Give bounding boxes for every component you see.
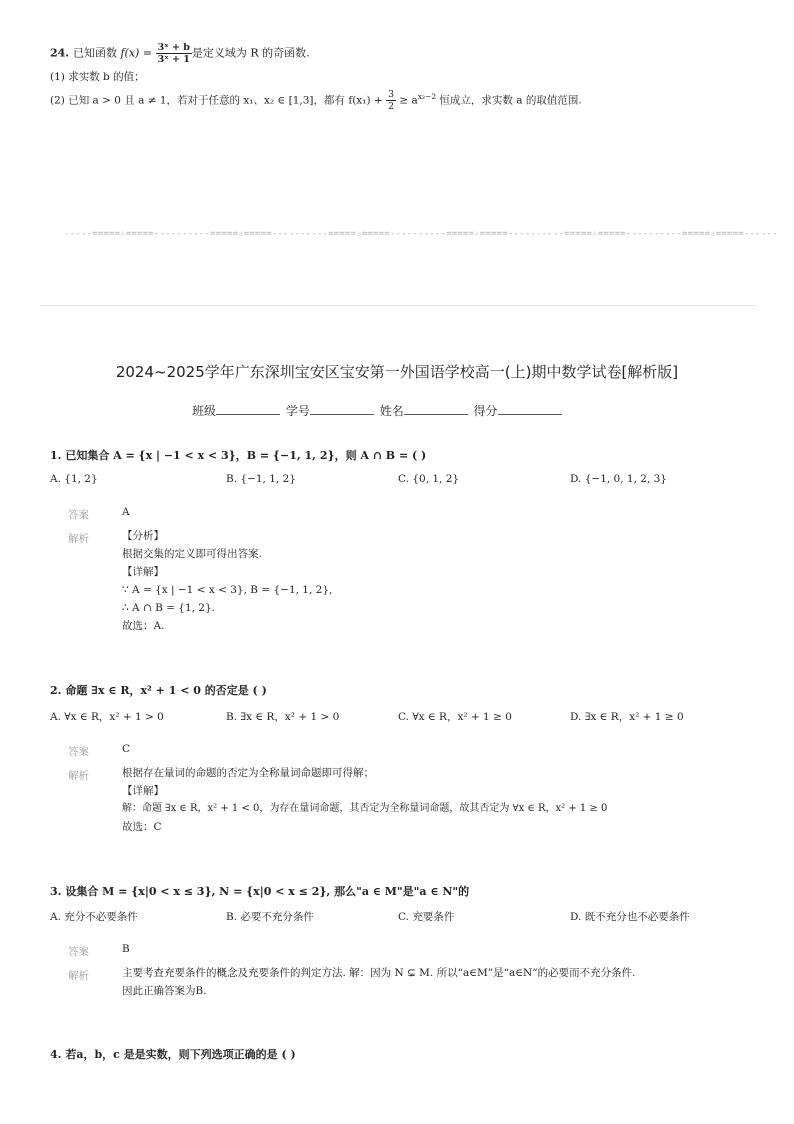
- q2-answer-label: 答案: [68, 746, 89, 758]
- separator: -----=====☆=====----------=====☆=====----------=====☆=====----------=====☆=====----------=====☆=====----------=====☆=====------: [64, 229, 778, 239]
- q2-option-d[interactable]: D. ∃x ∈ R，x² + 1 ≥ 0: [570, 711, 684, 723]
- field-score: 得分: [473, 404, 498, 418]
- q2-option-a[interactable]: A. ∀x ∈ R，x² + 1 > 0: [50, 711, 164, 723]
- field-name: 姓名: [379, 404, 404, 418]
- q1-option-d[interactable]: D. {−1, 0, 1, 2, 3}: [570, 473, 667, 485]
- q2-stem: 2. 命题 ∃x ∈ R，x² + 1 < 0 的否定是 ( ): [50, 684, 267, 697]
- q1-answer-label: 答案: [68, 509, 89, 521]
- q24-stem: 24. 已知函数 f(x) = $\frac{\text{3ˣ + b}}{\text{3ˣ + 1}}$ 是定义域为 R 的奇函数.: [50, 42, 310, 65]
- q24-part1: (1) 求实数 b 的值；: [50, 71, 145, 83]
- q1-answer: A: [122, 506, 130, 518]
- q24-fraction: $\frac{\text{3ˣ + b}}{\text{3ˣ + 1}}$: [157, 42, 190, 65]
- field-score-blank[interactable]: [498, 402, 562, 415]
- field-id: 学号: [285, 404, 310, 418]
- q3-option-b[interactable]: B. 必要不充分条件: [226, 911, 314, 923]
- q2-answer: C: [122, 743, 131, 755]
- q2-option-c[interactable]: C. ∀x ∈ R，x² + 1 ≥ 0: [398, 711, 512, 723]
- q4-stem: 4. 若a，b，c 是是实数，则下列选项正确的是 ( ): [50, 1048, 296, 1061]
- q2-analysis-label: 解析: [68, 770, 89, 782]
- exam-title: 2024~2025学年广东深圳宝安区宝安第一外国语学校高一(上)期中数学试卷[解析版]: [115, 363, 679, 381]
- q1-analysis: 【分析】 根据交集的定义即可得出答案. 【详解】 ∵ A = {x | −1 < x < 3}, B = {−1, 1, 2}, ∴ A ∩ B = {1, 2}. 故选：A.: [122, 530, 333, 632]
- field-name-blank[interactable]: [404, 402, 468, 415]
- q3-answer-label: 答案: [68, 946, 89, 958]
- q1-option-a[interactable]: A. {1, 2}: [50, 473, 98, 485]
- q3-option-c[interactable]: C. 充要条件: [398, 911, 455, 923]
- q3-analysis: 主要考查充要条件的概念及充要条件的判定方法. 解：因为 N ⊊ M. 所以“a∈M”是“a∈N”的必要而不充分条件. 因此正确答案为B.: [122, 967, 636, 997]
- q24-part2: (2) 已知 a > 0 且 a ≠ 1，若对于任意的 x₁、x₂ ∈ [1,3]，都有 f(x₁) + $\frac{3}{2}$ ≥ $a^{x_2-2}$ 恒成立，求实数 a 的取值范围.: [50, 89, 582, 112]
- q2-analysis: 根据存在量词的命题的否定为全称量词命题即可得解； 【详解】 解：命题 ∃x ∈ R，x² + 1 < 0，为存在量词命题，其否定为全称量词命题，故其否定为 ∀x ∈ R，x² + 1 ≥ 0 故选：C: [122, 767, 608, 833]
- q1-stem: 1. 已知集合 A = {x | −1 < x < 3}，B = {−1, 1, 2}，则 A ∩ B = ( ): [50, 449, 427, 462]
- q3-analysis-label: 解析: [68, 970, 89, 982]
- q1-analysis-label: 解析: [68, 533, 89, 545]
- q3-option-d[interactable]: D. 既不充分也不必要条件: [570, 911, 690, 923]
- q3-answer: B: [122, 943, 130, 955]
- page-divider: [40, 305, 756, 306]
- q1-option-b[interactable]: B. {−1, 1, 2}: [226, 473, 296, 485]
- field-id-blank[interactable]: [310, 402, 374, 415]
- q3-stem: 3. 设集合 M = {x|0 < x ≤ 3}, N = {x|0 < x ≤ 2}, 那么"a ∈ M"是"a ∈ N"的: [50, 885, 470, 898]
- q2-option-b[interactable]: B. ∃x ∈ R，x² + 1 > 0: [226, 711, 340, 723]
- q3-option-a[interactable]: A. 充分不必要条件: [50, 911, 138, 923]
- field-class-blank[interactable]: [216, 402, 280, 415]
- exam-fields: [192, 402, 564, 419]
- q1-option-c[interactable]: C. {0, 1, 2}: [398, 473, 460, 485]
- field-class: 班级: [192, 404, 217, 418]
